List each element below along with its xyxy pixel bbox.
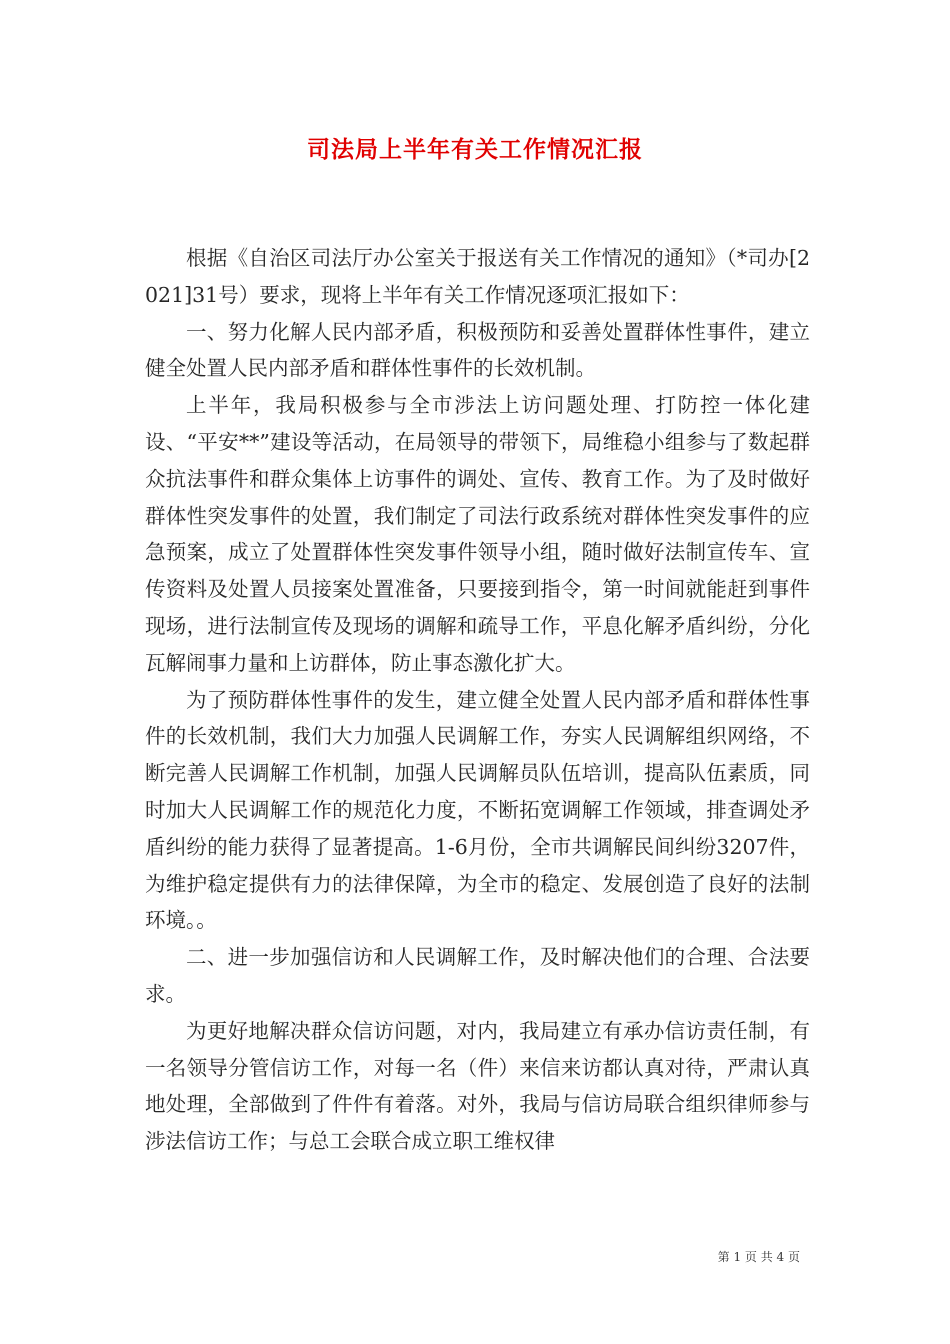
paragraph-intro: 根据《自治区司法厅办公室关于报送有关工作情况的通知》（*司办[2021]31号）要求，现将上半年有关工作情况逐项汇报如下： (145, 246, 810, 307)
document-body (145, 240, 810, 1160)
paragraph-section-1-mediation: 为了预防群体性事件的发生，建立健全处置人民内部矛盾和群体性事件的长效机制，我们大力加强人民调解工作，夯实人民调解组织网络，不断完善人民调解工作机制，加强人民调解员队伍培训，提高队伍素质，同时加大人民调解工作的规范化力度，不断拓宽调解工作领域，排查调处矛盾纠纷的能力获得了显著提高。1-6月份，全市共调解民间纠纷3207件，为维护稳定提供有力的法律保障，为全市的稳定、发展创造了良好的法制环境。。 (145, 687, 810, 933)
paragraph-section-2-heading: 二、进一步加强信访和人民调解工作，及时解决他们的合理、合法要求。 (145, 945, 810, 1006)
document-title: 司法局上半年有关工作情况汇报 (307, 136, 643, 163)
page-number-footer (650, 1248, 800, 1266)
paragraph-section-1-heading: 一、努力化解人民内部矛盾，积极预防和妥善处置群体性事件，建立健全处置人民内部矛盾和群体性事件的长效机制。 (145, 319, 810, 381)
paragraph-section-1-body: 上半年，我局积极参与全市涉法上访问题处理、打防控一体化建设、“平安**”建设等活动，在局领导的带领下，局维稳小组参与了数起群众抗法事件和群众集体上访事件的调处、宣传、教育工作。为了及时做好群体性突发事件的处置，我们制定了司法行政系统对群体性突发事件的应急预案，成立了处置群体性突发事件领导小组，随时做好法制宣传车、宣传资料及处置人员接案处置准备，只要接到指令，第一时间就能赶到事件现场，进行法制宣传及现场的调解和疏导工作，平息化解矛盾纠纷，分化瓦解闹事力量和上访群体，防止事态激化扩大。 (145, 393, 810, 675)
paragraph-section-2-body: 为更好地解决群众信访问题，对内，我局建立有承办信访责任制，有一名领导分管信访工作，对每一名（件）来信来访都认真对待，严肃认真地处理，全部做到了件件有着落。对外，我局与信访局联合组织律师参与涉法信访工作；与总工会联合成立职工维权律 (145, 1018, 810, 1154)
page-number-label: 第 1 页 共 4 页 (717, 1250, 800, 1264)
